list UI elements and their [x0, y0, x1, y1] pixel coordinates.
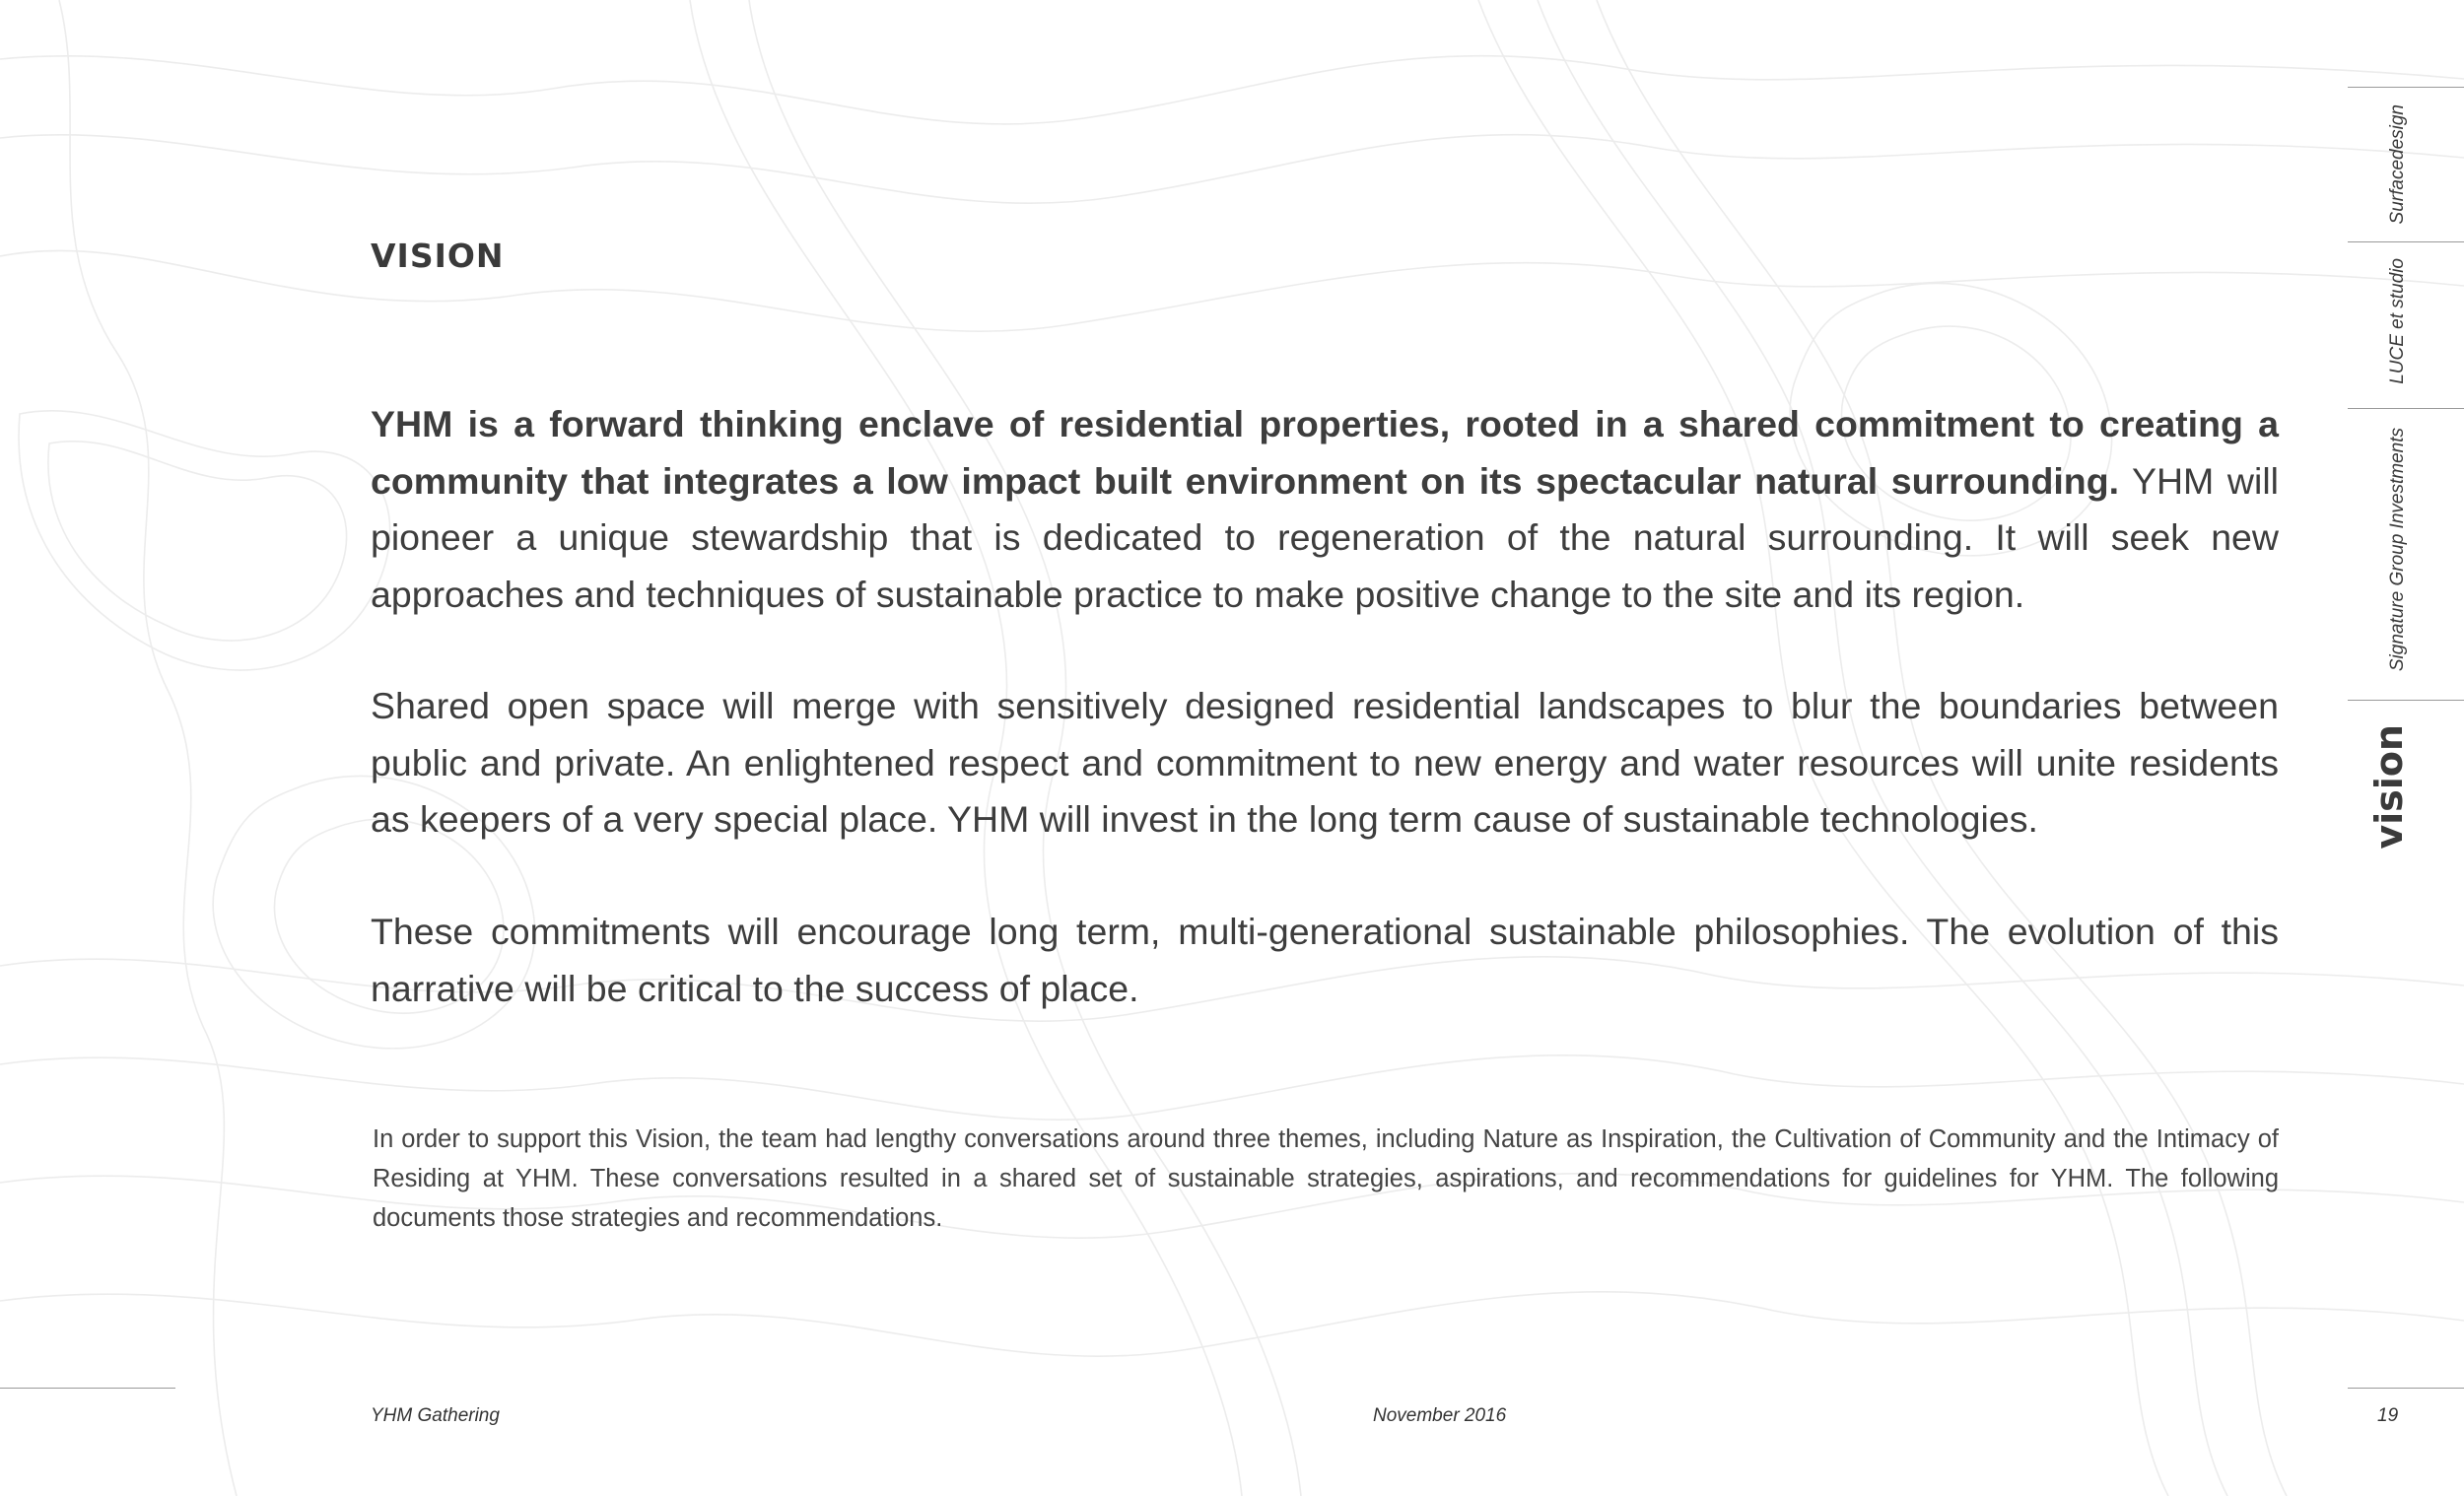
supporting-note: In order to support this Vision, the team had lengthy conversations around three themes, including Nature as Inspiration, the Cultivation of Community and the Intimacy of Residing at YHM. These conversations resulted in a shared set of sustainable strategies, aspirations, and recommendations for guidelines for YHM. The following documents those strategies and recommendations.: [373, 1125, 2279, 1232]
lead-paragraph: [371, 396, 2279, 623]
body-paragraph-2: Shared open space will merge with sensitively designed residential landscapes to blur the boundaries between public and private. An enlightened respect and commitment to new energy and water resources will unite residents as keepers of a very special place. YHM will invest in the long term cause of sustainable technologies.: [371, 685, 2279, 840]
page-number: 19: [2377, 1405, 2399, 1426]
rail-divider: [2348, 87, 2464, 88]
page-title: VISION: [371, 237, 505, 275]
footer-date: November 2016: [1373, 1405, 1507, 1426]
footer-document-name: YHM Gathering: [371, 1405, 500, 1426]
footer-rule-left: [0, 1388, 175, 1389]
sidebar-item-surfacedesign: Surfacedesign: [2387, 104, 2408, 225]
lead-bold-statement: YHM is a forward thinking enclave of residential properties, rooted in a shared commitment to creating a community that integrates a low impact built environment on its spectacular natural surrounding.: [371, 403, 2279, 502]
rail-divider: [2348, 241, 2464, 242]
rail-divider: [2348, 408, 2464, 409]
body-paragraph-3: These commitments will encourage long term, multi-generational sustainable philosophies. The evolution of this narrative will be critical to the success of place.: [371, 911, 2279, 1009]
sidebar-item-signature-group: Signature Group Investments: [2387, 428, 2408, 672]
lead-continuation: YHM will pioneer a unique stewardship that is dedicated to regeneration of the natural surrounding. It will seek new approaches and techniques of sustainable practice to make positive change to the site and its region.: [371, 459, 2279, 615]
current-section-label: vision: [2367, 724, 2411, 850]
footer-rule-right: [2348, 1388, 2464, 1389]
rail-divider: [2348, 700, 2464, 701]
sidebar-item-luce-et-studio: LUCE et studio: [2387, 258, 2408, 384]
